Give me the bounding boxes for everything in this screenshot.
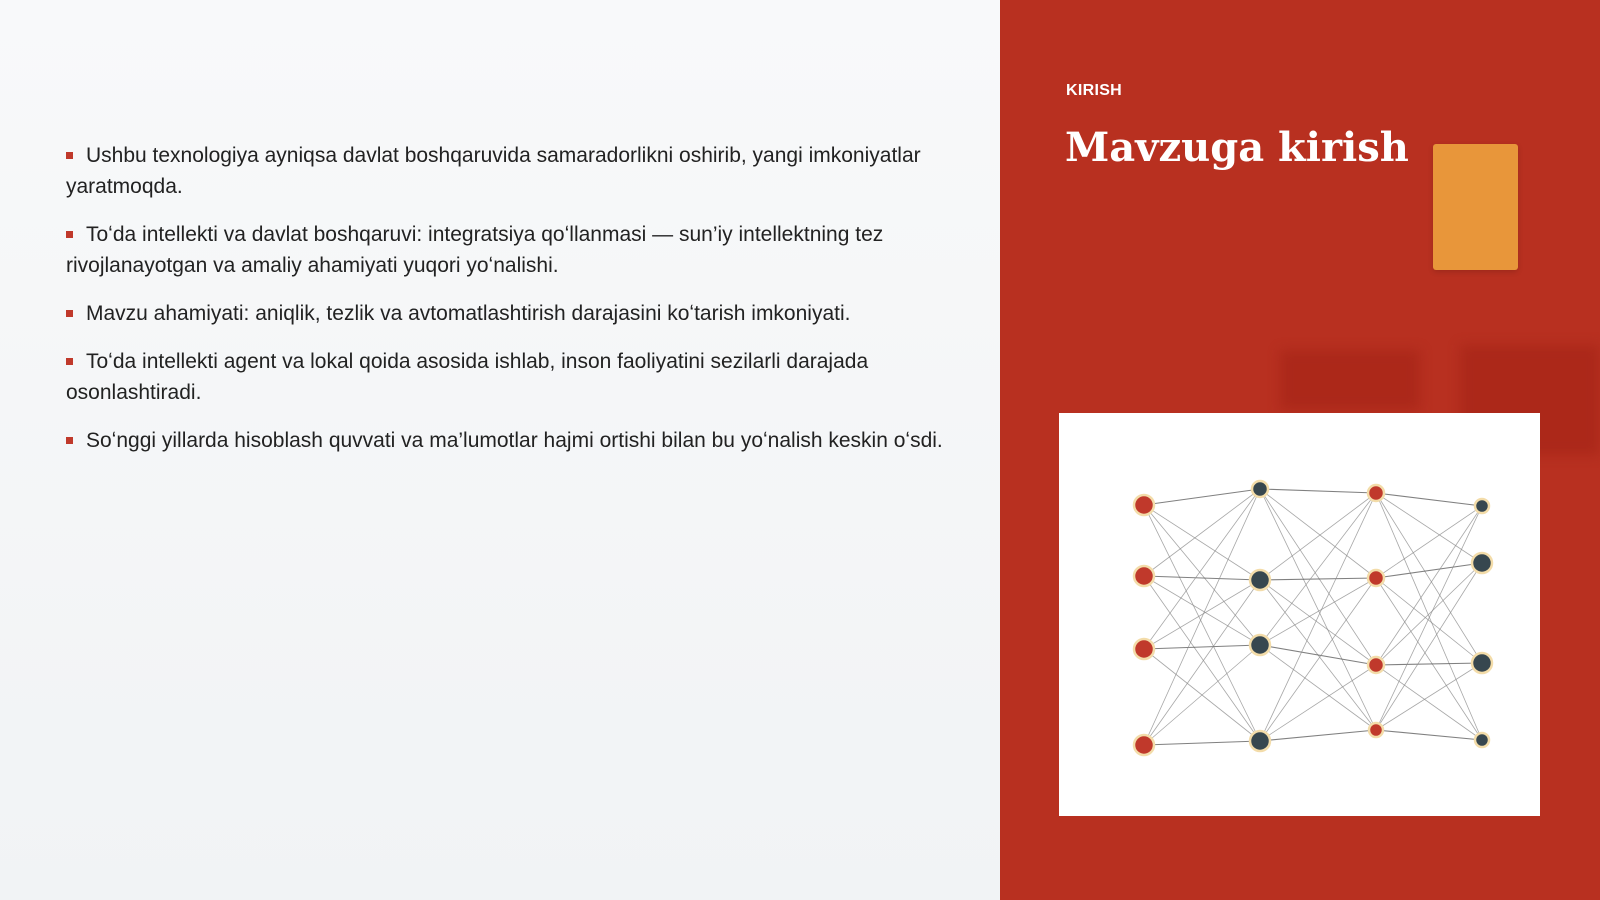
network-connection bbox=[1144, 645, 1260, 745]
slide-title: Mavzuga kirish bbox=[1065, 124, 1409, 171]
network-connection bbox=[1144, 576, 1260, 645]
network-node bbox=[1134, 566, 1154, 586]
network-connection bbox=[1376, 730, 1482, 740]
network-node bbox=[1472, 553, 1492, 573]
bullet-text: Toʻda intellekti va davlat boshqaruvi: integratsiya qoʻllanmasi — sun’iy intellektning tez rivojlanayotgan va amaliy ahamiyati yuqori yoʻnalishi. bbox=[66, 223, 884, 277]
network-connection bbox=[1260, 493, 1376, 580]
section-label: KIRISH bbox=[1066, 82, 1123, 99]
bullet-item bbox=[66, 346, 946, 408]
network-node bbox=[1134, 639, 1154, 659]
network-connection bbox=[1260, 730, 1376, 741]
network-connection bbox=[1144, 489, 1260, 505]
network-connection bbox=[1376, 493, 1482, 506]
network-node bbox=[1250, 570, 1270, 590]
network-connection bbox=[1144, 645, 1260, 649]
network-connection bbox=[1260, 578, 1376, 645]
network-connection bbox=[1144, 741, 1260, 745]
network-node bbox=[1368, 570, 1384, 586]
bullet-marker-icon bbox=[66, 310, 73, 317]
network-node bbox=[1134, 735, 1154, 755]
network-connection bbox=[1376, 563, 1482, 730]
bullet-item bbox=[66, 219, 946, 281]
network-node bbox=[1134, 495, 1154, 515]
network-connection bbox=[1144, 505, 1260, 645]
network-node bbox=[1252, 481, 1268, 497]
network-connection bbox=[1144, 505, 1260, 741]
bullet-text: Soʻnggi yillarda hisoblash quvvati va ma’lumotlar hajmi ortishi bilan bu yoʻnalish keskin oʻsdi. bbox=[86, 429, 943, 452]
bullet-marker-icon bbox=[66, 437, 73, 444]
network-connection bbox=[1260, 645, 1376, 730]
neural-network-image bbox=[1059, 413, 1540, 816]
network-connection bbox=[1260, 645, 1376, 665]
bullet-text: Mavzu ahamiyati: aniqlik, tezlik va avtomatlashtirish darajasini koʻtarish imkoniyati. bbox=[86, 302, 851, 325]
bullet-list bbox=[66, 140, 946, 473]
network-node bbox=[1475, 499, 1489, 513]
bullet-item bbox=[66, 425, 946, 456]
network-connection bbox=[1376, 506, 1482, 578]
orange-accent-block bbox=[1433, 144, 1518, 270]
bullet-item bbox=[66, 298, 946, 329]
network-node bbox=[1475, 733, 1489, 747]
network-connection bbox=[1260, 489, 1376, 493]
network-connection bbox=[1144, 580, 1260, 649]
bullet-marker-icon bbox=[66, 231, 73, 238]
bullet-text: Toʻda intellekti agent va lokal qoida asosida ishlab, inson faoliyatini sezilarli darajada osonlashtiradi. bbox=[66, 350, 869, 404]
network-node bbox=[1368, 657, 1384, 673]
section-header-panel bbox=[1000, 0, 1600, 900]
bullet-marker-icon bbox=[66, 358, 73, 365]
network-connection bbox=[1260, 489, 1376, 730]
background-shade bbox=[1280, 350, 1420, 410]
network-node bbox=[1250, 731, 1270, 751]
network-connection bbox=[1144, 576, 1260, 741]
bullet-marker-icon bbox=[66, 152, 73, 159]
network-connection bbox=[1376, 663, 1482, 665]
bullet-text: Ushbu texnologiya ayniqsa davlat boshqaruvida samaradorlikni oshirib, yangi imkoniyatlar yaratmoqda. bbox=[66, 144, 921, 198]
network-node bbox=[1250, 635, 1270, 655]
bullet-item bbox=[66, 140, 946, 202]
network-connection bbox=[1260, 493, 1376, 741]
network-connection bbox=[1376, 578, 1482, 740]
network-connection bbox=[1260, 489, 1376, 578]
neural-network-icon bbox=[1059, 413, 1540, 816]
network-node bbox=[1472, 653, 1492, 673]
network-connection bbox=[1144, 576, 1260, 580]
network-node bbox=[1368, 485, 1384, 501]
network-connection bbox=[1260, 578, 1376, 580]
network-node bbox=[1369, 723, 1383, 737]
network-connection bbox=[1144, 489, 1260, 745]
network-connection bbox=[1376, 563, 1482, 578]
